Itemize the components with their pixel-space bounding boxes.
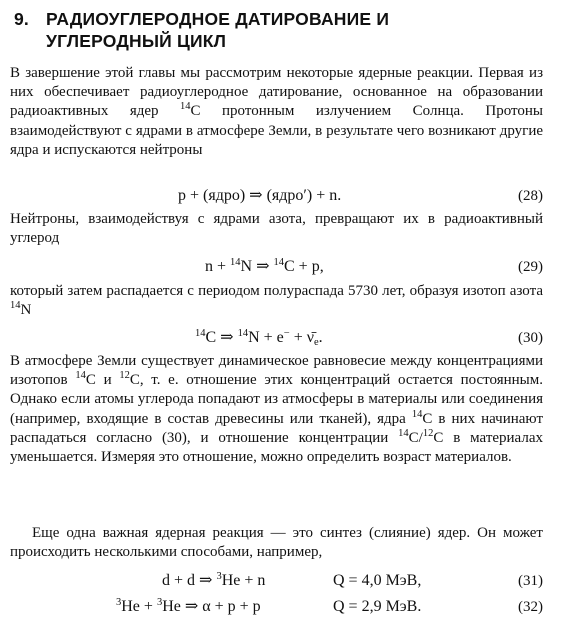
paragraph-text: Еще одна важная ядерная реакция — это синтез (слияние) ядер. Он может происходить несколькими способами, например,: [10, 525, 543, 561]
formula-part: He ⇒ α + p + p: [162, 598, 261, 615]
paragraph-text: C/: [408, 429, 423, 446]
formula-part: n +: [205, 258, 231, 275]
energy-release-value: Q = 2,9 МэВ.: [333, 598, 422, 615]
equation-formula: [162, 570, 265, 592]
equation-28: [10, 185, 543, 207]
formula-part: + ν̄: [289, 329, 314, 346]
formula-part: .: [318, 329, 323, 346]
equation-30: [10, 327, 543, 349]
equation-number: (29): [518, 259, 543, 275]
equation-number: (30): [518, 330, 543, 346]
superscript: 14: [237, 328, 249, 339]
paragraph-text: В завершение этой главы мы рассмотрим некоторые ядерные реакции. Первая из них обеспечивает радиоуглеродное датирование, основанное на образовании радиоактивных ядер: [10, 65, 543, 120]
formula-part: He +: [121, 598, 157, 615]
superscript: 14: [273, 257, 284, 268]
superscript: 3: [216, 571, 222, 582]
superscript: 14: [180, 101, 191, 113]
superscript: 14: [230, 257, 241, 268]
paragraph-text: N: [20, 302, 32, 319]
paragraph-decay: [10, 282, 543, 320]
paragraph-text: C, т. е. отношение этих концентраций остается постоянным. Однако если атомы углерода попадают из атмосферы в материалы или соединения (например, входящие в состав древесины или тканей), ядра: [10, 372, 543, 427]
equation-29: [10, 256, 543, 278]
paragraph-text: В атмосфере Земли существует динамическое равновесие между концентрациями изотопов: [10, 353, 543, 389]
equation-31: [10, 570, 543, 592]
paragraph-text: Нейтроны, взаимодействуя с ядрами азота, превращают их в радиоактивный углерод: [10, 211, 543, 247]
equation-formula: [205, 256, 324, 278]
superscript: 14: [411, 408, 423, 420]
formula-part: N + e: [248, 329, 284, 346]
section-title-line-2: УГЛЕРОДНЫЙ ЦИКЛ: [46, 31, 227, 51]
superscript: −: [283, 328, 290, 339]
equation-formula: p + (ядро) ⇒ (ядро′) + n.: [178, 187, 342, 204]
paragraph-intro: [10, 64, 543, 160]
equation-formula: [116, 596, 261, 618]
paragraph-text: C в материалах уменьшается. Измеряя это отношение, можно определить возраст материалов.: [10, 429, 543, 466]
formula-part: C + p,: [284, 258, 324, 275]
superscript: 14: [195, 328, 206, 339]
paragraph-text: C и: [85, 372, 120, 389]
superscript: 14: [75, 370, 86, 382]
paragraph-neutrons: [10, 210, 543, 248]
equation-formula: [195, 327, 323, 349]
superscript: 14: [10, 300, 21, 312]
superscript: 14: [398, 427, 409, 439]
section-heading: [14, 8, 554, 52]
equation-number: (28): [518, 188, 543, 204]
superscript: 3: [156, 597, 163, 608]
superscript: 3: [116, 597, 122, 608]
section-number: 9.: [14, 9, 29, 29]
formula-part: He + n: [221, 572, 266, 589]
paragraph-fusion: [10, 524, 543, 562]
paragraph-equilibrium: [10, 352, 543, 467]
energy-release-value: Q = 4,0 МэВ,: [333, 572, 422, 589]
equation-number: (32): [518, 599, 543, 615]
equation-32: [10, 596, 543, 618]
paragraph-text: C протонным излучением Солнца. Протоны взаимодействуют с ядрами в атмосфере Земли, в результате чего возникают другие ядра и испускаются нейтроны: [10, 103, 543, 158]
paragraph-text: C в них начинают распадаться согласно (30), и отношение концентрации: [10, 410, 543, 446]
superscript: 12: [422, 427, 434, 439]
section-title-line-1: РАДИОУГЛЕРОДНОЕ ДАТИРОВАНИЕ И: [46, 9, 390, 29]
subscript: e: [313, 337, 319, 348]
formula-part: C ⇒: [205, 329, 238, 346]
superscript: 12: [119, 370, 130, 382]
formula-part: N ⇒: [240, 258, 274, 275]
equation-number: (31): [518, 573, 543, 589]
formula-part: d + d ⇒: [162, 572, 217, 589]
paragraph-text: который затем распадается с периодом полураспада 5730 лет, образуя изотоп азота: [10, 283, 543, 299]
